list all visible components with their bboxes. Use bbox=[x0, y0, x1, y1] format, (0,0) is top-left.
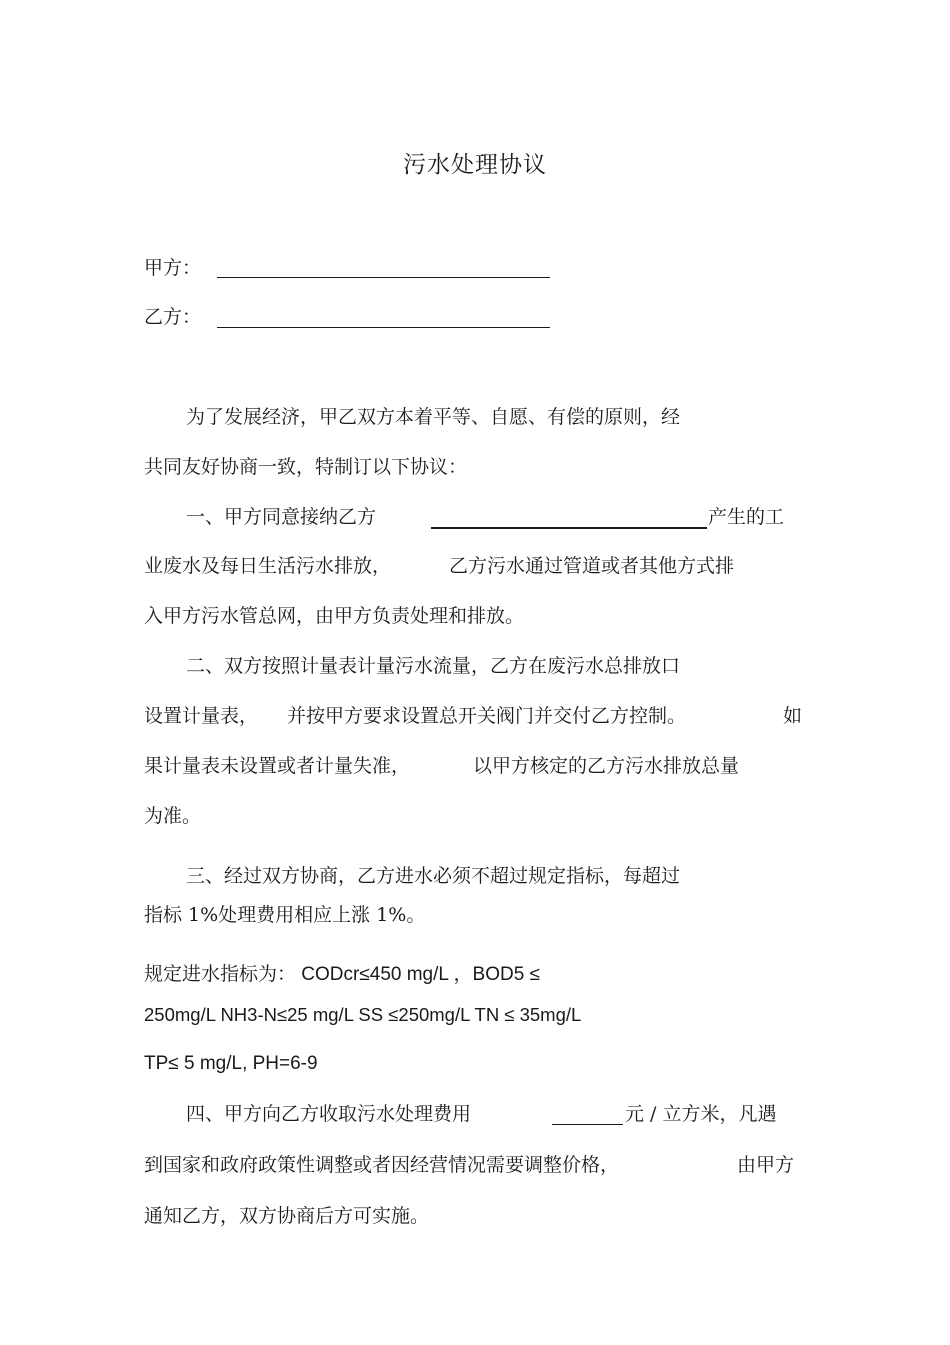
clause2-line4: 为准。 bbox=[144, 805, 202, 827]
clause1-post: 产生的工 bbox=[708, 506, 785, 528]
clause1-blank bbox=[431, 508, 707, 529]
clause2-line2a: 设置计量表， bbox=[144, 705, 259, 727]
intro-line-1: 为了发展经济，甲乙双方本着平等、自愿、有偿的原则，经 bbox=[186, 406, 681, 428]
clause2-line3a: 果计量表未设置或者计量失准， bbox=[144, 755, 411, 777]
clause2-line3b: 以甲方核定的乙方污水排放总量 bbox=[473, 755, 740, 777]
clause3-line2: 指标 1%处理费用相应上涨 1%。 bbox=[144, 904, 426, 926]
clause1-pre: 一、甲方同意接纳乙方 bbox=[186, 506, 377, 528]
party-a-label: 甲方： bbox=[144, 257, 202, 279]
clause3-line1: 三、经过双方协商，乙方进水必须不超过规定指标，每超过 bbox=[186, 865, 681, 887]
clause1-line3: 入甲方污水管总网，由甲方负责处理和排放。 bbox=[144, 605, 525, 627]
party-b-blank bbox=[217, 308, 550, 328]
clause4-fee-blank bbox=[552, 1106, 623, 1125]
party-a-blank bbox=[217, 258, 550, 278]
clause4-pre: 四、甲方向乙方收取污水处理费用 bbox=[186, 1103, 472, 1125]
standards-line3: TP≤ 5 mg/L, PH=6-9 bbox=[144, 1053, 318, 1074]
standards-line1: 规定进水指标为： CODcr≤450 mg/L ，BOD5 ≤ bbox=[144, 964, 540, 985]
clause1-line2a: 业废水及每日生活污水排放， bbox=[144, 555, 392, 577]
clause1-line2b: 乙方污水通过管道或者其他方式排 bbox=[449, 555, 735, 577]
clause4-line2a: 到国家和政府政策性调整或者因经营情况需要调整价格， bbox=[144, 1154, 620, 1176]
clause4-post: 元 / 立方米，凡遇 bbox=[625, 1103, 777, 1125]
clause2-line1: 二、双方按照计量表计量污水流量，乙方在废污水总排放口 bbox=[186, 655, 681, 677]
document-title: 污水处理协议 bbox=[403, 152, 547, 178]
clause4-line2b: 由甲方 bbox=[737, 1154, 795, 1176]
clause2-line2b: 并按甲方要求设置总开关阀门并交付乙方控制。 bbox=[287, 705, 687, 727]
party-b-label: 乙方： bbox=[144, 306, 202, 328]
clause2-line2c: 如 bbox=[783, 705, 803, 727]
clause4-line3: 通知乙方，双方协商后方可实施。 bbox=[144, 1205, 430, 1227]
standards-line2: 250mg/L NH3-N≤25 mg/L SS ≤250mg/L TN ≤ 35mg/L bbox=[144, 1004, 582, 1025]
intro-line-2: 共同友好协商一致，特制订以下协议： bbox=[144, 456, 468, 478]
